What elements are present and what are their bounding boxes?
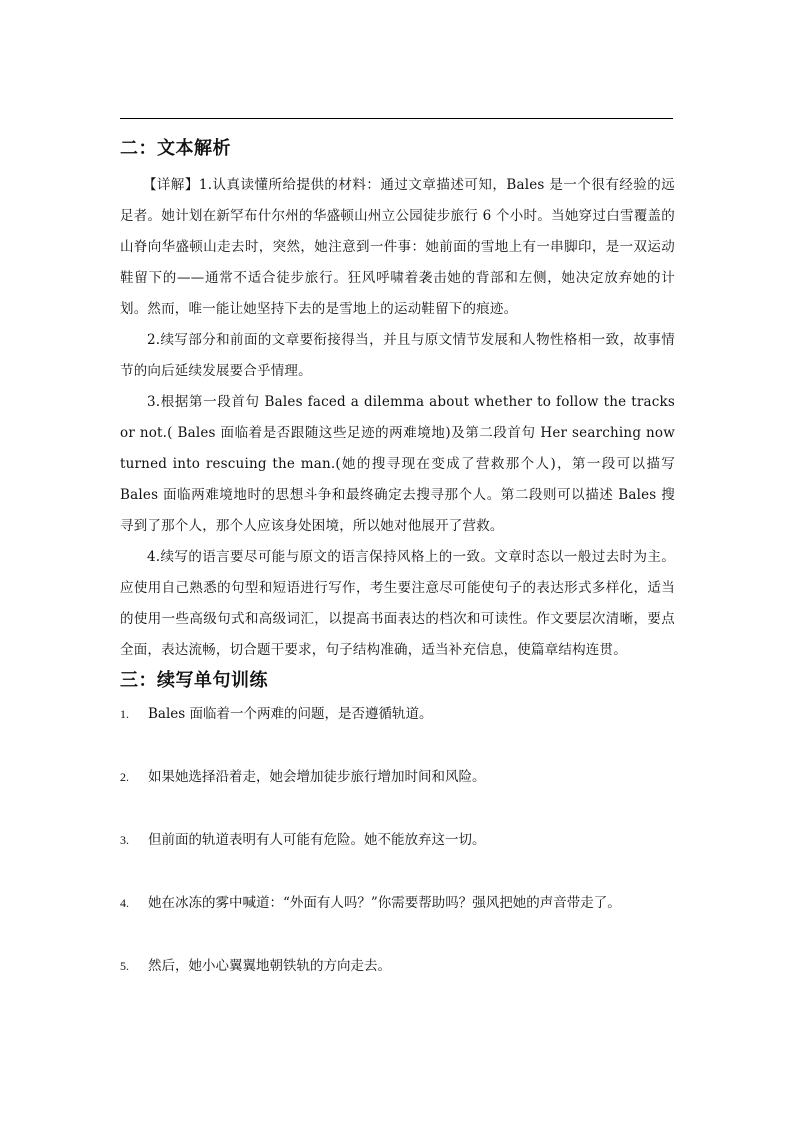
list-item-text: 如果她选择沿着走，她会增加徒步旅行增加时间和风险。 [148,769,486,785]
analysis-paragraph-2: 2.续写部分和前面的文章要衔接得当，并且与原文情节发展和人物性格相一致，故事情节的向后延续发展要合乎情理。 [120,332,675,379]
list-item [120,702,675,765]
section-2-title: 二：文本解析 [120,138,231,159]
sentence-training-list [120,702,675,1017]
header-rule [120,118,673,119]
list-item-text: 然后，她小心翼翼地朝铁轨的方向走去。 [148,958,391,974]
section-3-title: 三：续写单句训练 [120,670,268,691]
list-item [120,954,675,1017]
list-item-text: 她在冰冻的雾中喊道：“外面有人吗？”你需要帮助吗？强风把她的声音带走了。 [148,895,621,911]
list-item-number: 5. [120,959,129,973]
list-item [120,891,675,954]
document-body [120,130,675,1017]
list-item-text: Bales 面临着一个两难的问题，是否遵循轨道。 [148,706,433,722]
list-item-number: 4. [120,896,129,910]
analysis-paragraph-4: 4.续写的语言要尽可能与原文的语言保持风格上的一致。文章时态以一般过去时为主。应使用自己熟悉的句型和短语进行写作，考生要注意尽可能使句子的表达形式多样化，适当的使用一些高级句式和高级词汇，以提高书面表达的档次和可读性。作文要层次清晰，要点全面，表达流畅，切合题干要求，句子结构准确，适当补充信息，使篇章结构连贯。 [120,549,675,658]
list-item [120,765,675,828]
analysis-paragraph-3: 3.根据第一段首句 Bales faced a dilemma about whether to follow the tracks or not.( Bales 面临着是否跟随这些足迹的两难境地)及第二段首句 Her searching now turned into rescuing the man.(她的搜寻现在变成了营救那个人)，第一段可以描写 Bales 面临两难境地时的思想斗争和最终确定去搜寻那个人。第二段则可以描述 Bales 搜寻到了那个人，那个人应该身处困境，所以她对他展开了营救。 [120,394,675,534]
list-item [120,828,675,891]
analysis-paragraph-1: 【详解】1.认真读懂所给提供的材料：通过文章描述可知，Bales 是一个很有经验的远足者。她计划在新罕布什尔州的华盛顿山州立公园徒步旅行 6 个小时。当她穿过白雪覆盖的山脊向华盛顿山走去时，突然，她注意到一件事：她前面的雪地上有一串脚印，是一双运动鞋留下的——通常不适合徒步旅行。狂风呼啸着袭击她的背部和左侧，她决定放弃她的计划。然而，唯一能让她坚持下去的是雪地上的运动鞋留下的痕迹。 [120,177,675,317]
list-item-number: 3. [120,833,129,847]
list-item-text: 但前面的轨道表明有人可能有危险。她不能放弃这一切。 [148,832,486,848]
list-item-number: 2. [120,770,129,784]
list-item-number: 1. [120,707,129,721]
